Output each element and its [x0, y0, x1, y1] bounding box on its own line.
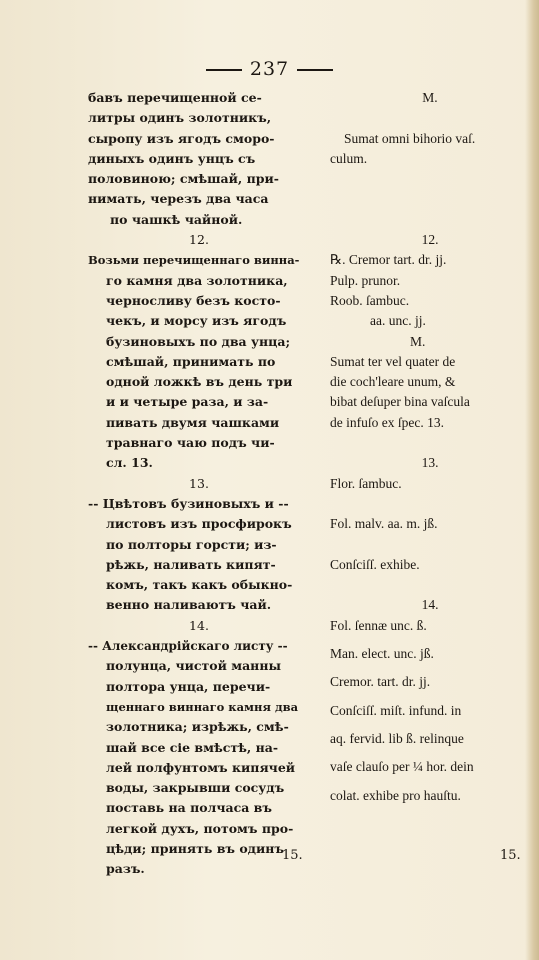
- text-line: -- Александрійскаго листу --: [88, 639, 288, 654]
- text-line: венно наливаютъ чай.: [106, 597, 272, 613]
- text-line: шай все сіе вмѣстѣ, на-: [106, 739, 279, 755]
- text-line: culum.: [330, 150, 368, 166]
- text-line: листовъ изъ просфирокъ: [106, 516, 292, 532]
- page-header: [0, 58, 539, 80]
- text-line: щеннаго виннаго камня два: [106, 699, 299, 714]
- text-line: травнаго чаю подъ чи-: [106, 435, 275, 451]
- text-line: Fol. ſennæ unc. ß.: [330, 617, 427, 633]
- text-line: Conſciſſ. miſt. infund. in: [330, 702, 462, 718]
- right-block-13: [330, 474, 530, 575]
- text-line: M.: [410, 333, 426, 349]
- text-line: [330, 535, 530, 555]
- text-line: разъ.: [106, 861, 145, 877]
- text-line: полтора унца, перечи-: [106, 678, 271, 694]
- text-line: bibat deſuper bina vaſcula: [330, 394, 470, 410]
- text-line: смѣшай, принимать по: [106, 353, 276, 369]
- text-line: диныхъ одинъ унцъ съ: [88, 150, 256, 166]
- text-line: Conſciſſ. exhibe.: [330, 556, 420, 572]
- text-line: Sumat omni bihorio vaſ.: [344, 130, 476, 146]
- left-block-12: [88, 250, 310, 473]
- text-line: чекъ, и морсу изъ ягодъ: [106, 313, 287, 329]
- text-line: рѣжь, наливать кипят-: [106, 556, 276, 572]
- catchword-left: 15.: [282, 848, 303, 863]
- text-line: -- Цвѣтовъ бузиновыхъ и --: [88, 495, 289, 511]
- text-line: de infuſo ex ſpec. 13.: [330, 414, 444, 430]
- text-line: [330, 494, 530, 514]
- right-block-intro: [330, 88, 530, 210]
- russian-column: [88, 88, 310, 880]
- text-line: [330, 636, 530, 644]
- left-block-intro: [88, 88, 310, 230]
- text-line: цѣди; принять въ одинъ: [106, 840, 285, 856]
- text-line: colat. exhibe pro hauſtu.: [330, 787, 461, 803]
- text-line: сыропу изъ ягодъ сморо-: [88, 130, 275, 146]
- text-line: Возьми перечищеннаго винна-: [88, 253, 300, 268]
- text-line: золотника; изрѣжь, смѣ-: [106, 719, 289, 735]
- right-block-14: [330, 616, 530, 806]
- catchword-right: 15.: [500, 848, 521, 863]
- recipe-number-12: 12.: [189, 232, 209, 248]
- text-line: Cremor. tart. dr. jj.: [330, 674, 431, 690]
- text-line: бавъ перечищенной се-: [88, 90, 262, 105]
- recipe-number-14: 14.: [189, 617, 209, 633]
- text-line: aa. unc. jj.: [370, 313, 426, 329]
- header-dash-right: [297, 69, 333, 71]
- text-line: [330, 169, 530, 189]
- text-line: нимать, черезъ два часа: [88, 191, 269, 207]
- text-line: комъ, такъ какъ обыкно-: [106, 577, 293, 593]
- text-line: черносливу безъ косто-: [106, 292, 281, 308]
- page-number: 237: [249, 58, 290, 80]
- text-line: [330, 778, 530, 786]
- text-line: по полторы горсти; из-: [106, 536, 277, 552]
- text-line: Pulp. prunor.: [330, 272, 401, 288]
- text-line: лей полфунтомъ кипячей: [106, 759, 296, 775]
- text-line: Fol. malv. aa. m. jß.: [330, 516, 438, 532]
- text-line: die coch'leare unum, &: [330, 374, 456, 390]
- text-line: и и четыре раза, и за-: [106, 394, 269, 410]
- text-line: [330, 210, 530, 230]
- text-line: Man. elect. unc. jß.: [330, 646, 434, 662]
- text-line: поставь на полчаса въ: [106, 800, 272, 816]
- text-line: [330, 108, 530, 128]
- text-line: бузиновыхъ по два унца;: [106, 333, 291, 349]
- text-line: aq. fervid. lib ß. relinque: [330, 730, 464, 746]
- text-line: [330, 693, 530, 701]
- header-dash-left: [206, 69, 242, 71]
- recipe-number-13: 13.: [421, 455, 439, 471]
- recipe-number-12: 12.: [421, 232, 439, 248]
- recipe-number-14: 14.: [421, 597, 439, 613]
- text-line: [330, 189, 530, 209]
- text-line: го камня два золотника,: [106, 272, 288, 288]
- left-block-13: [88, 494, 310, 616]
- text-line: [330, 749, 530, 757]
- right-block-12: [330, 250, 530, 433]
- text-line: сл. 13.: [106, 455, 153, 471]
- text-line: пивать двумя чашками: [106, 414, 280, 430]
- text-line: Roob. ſambuc.: [330, 292, 410, 308]
- text-line: литры одинъ золотникъ,: [88, 110, 272, 126]
- text-line: Sumat ter vel quater de: [330, 353, 456, 369]
- text-line: легкой духъ, потомъ про-: [106, 820, 294, 836]
- text-line: воды, закрывши сосудъ: [106, 780, 285, 796]
- left-block-14: [88, 636, 310, 880]
- text-line: [330, 721, 530, 729]
- text-line: по чашкѣ чайной.: [110, 211, 243, 227]
- text-line: половиною; смѣшай, при-: [88, 171, 279, 187]
- text-line: [330, 575, 530, 595]
- latin-column: [330, 88, 530, 806]
- text-line: одной ложкѣ въ день три: [106, 374, 293, 390]
- text-line: M.: [422, 90, 438, 105]
- text-line: [330, 664, 530, 672]
- text-line: ℞. Cremor tart. dr. jj.: [330, 252, 447, 268]
- text-line: полунца, чистой манны: [106, 658, 282, 674]
- text-line: vaſe clauſo per ¼ hor. dein: [330, 759, 474, 775]
- text-line: [330, 433, 530, 453]
- recipe-number-13: 13.: [189, 475, 209, 491]
- text-line: Flor. ſambuc.: [330, 475, 402, 491]
